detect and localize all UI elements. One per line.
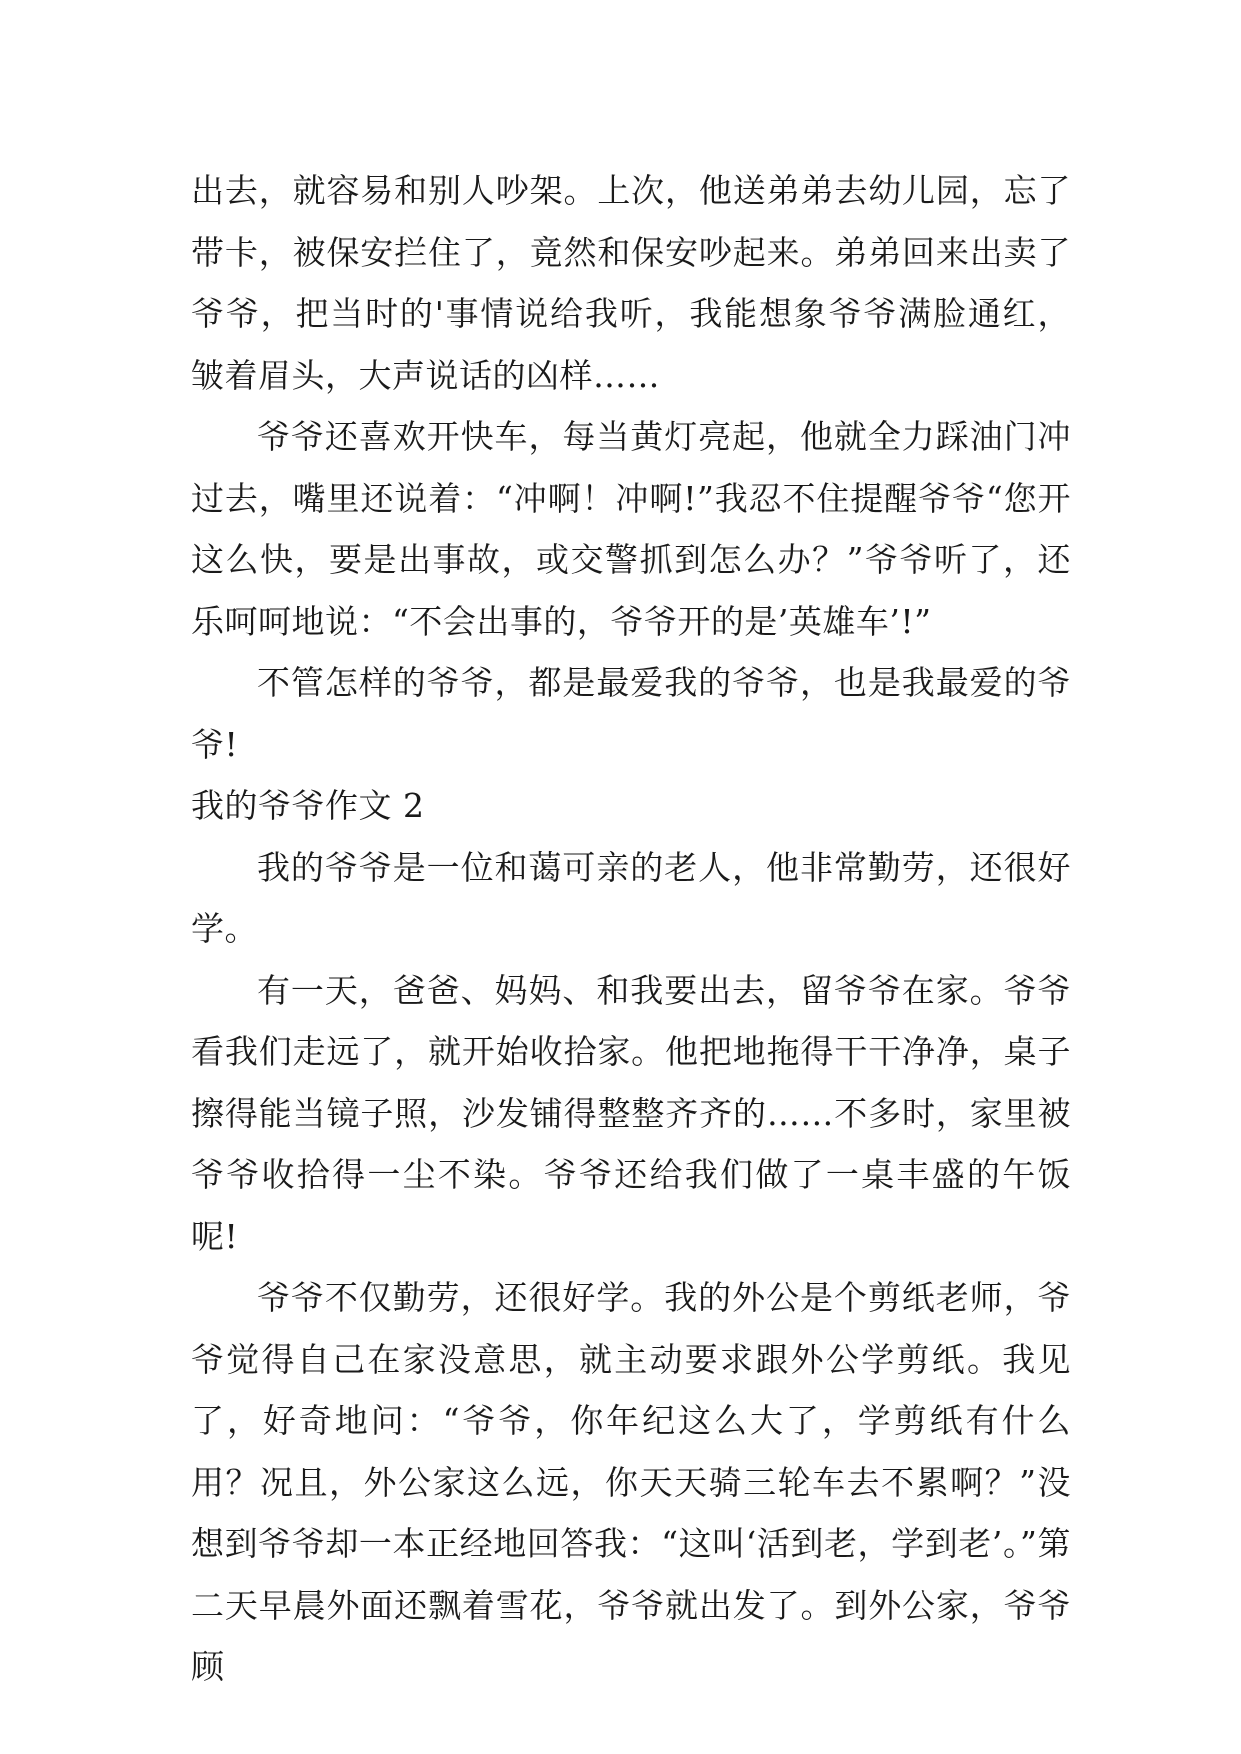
paragraph-fast-driving: 爷爷还喜欢开快车，每当黄灯亮起，他就全力踩油门冲过去，嘴里还说着：“冲啊！冲啊!”我忍不住提醒爷爷“您开这么快，要是出事故，或交警抓到怎么办？”爷爷听了，还乐呵呵地说：“不会出事的，爷爷开的是’英雄车’!” bbox=[191, 417, 1071, 641]
paragraph-cleaning: 有一天，爸爸、妈妈、和我要出去，留爷爷在家。爷爷看我们走远了，就开始收拾家。他把地拖得干干净净，桌子擦得能当镜子照，沙发铺得整整齐齐的……不多时，家里被爷爷收拾得一尘不染。爷爷还给我们做了一桌丰盛的午饭呢! bbox=[191, 970, 1071, 1256]
paragraph-paper-cutting: 爷爷不仅勤劳，还很好学。我的外公是个剪纸老师，爷爷觉得自己在家没意思，就主动要求跟外公学剪纸。我见了，好奇地问：“爷爷，你年纪这么大了，学剪纸有什么用？况且，外公家这么远，你天天骑三轮车去不累啊？”没想到爷爷却一本正经地回答我：“这叫‘活到老，学到老’。”第二天早晨外面还飘着雪花，爷爷就出发了。到外公家，爷爷顾 bbox=[191, 1278, 1071, 1686]
paragraph-conclusion: 不管怎样的爷爷，都是最爱我的爷爷，也是我最爱的爷爷! bbox=[191, 663, 1071, 764]
paragraph-continued: 出去，就容易和别人吵架。上次，他送弟弟去幼儿园，忘了带卡，被保安拦住了，竟然和保安吵起来。弟弟回来出卖了爷爷，把当时的'事情说给我听，我能想象爷爷满脸通红，皱着眉头，大声说话的凶样…… bbox=[191, 171, 1071, 395]
document-body bbox=[191, 160, 1071, 1698]
essay-heading: 我的爷爷作文 2 bbox=[191, 786, 425, 825]
paragraph-intro: 我的爷爷是一位和蔼可亲的老人，他非常勤劳，还很好学。 bbox=[191, 847, 1071, 948]
